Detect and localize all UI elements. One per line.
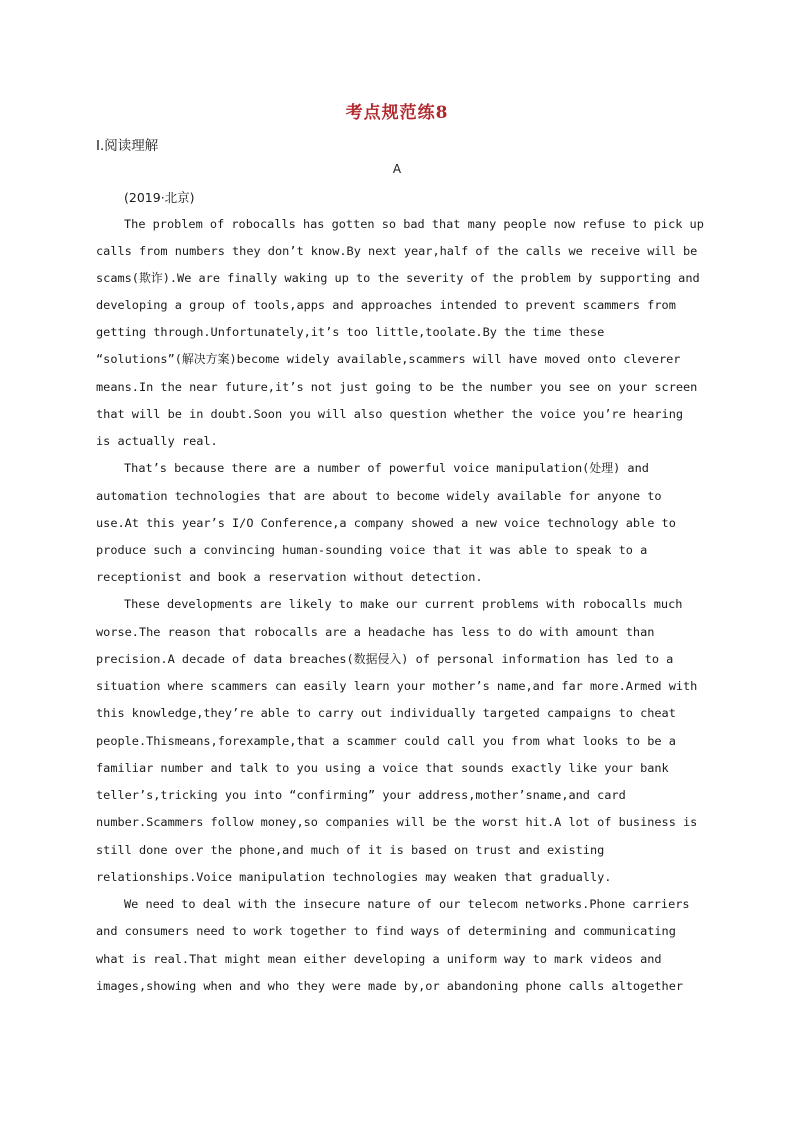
passage-source: (2019·北京) — [124, 190, 195, 205]
text-line: calls from numbers they don’t know.By next year,half of the calls we receive will be — [96, 244, 698, 258]
text-line: familiar number and talk to you using a voice that sounds exactly like your bank — [96, 761, 669, 775]
text-line: “solutions”(解决方案)become widely available,scammers will have moved onto cleverer — [96, 352, 681, 366]
text-line: developing a group of tools,apps and approaches intended to prevent scammers from — [96, 298, 676, 312]
text-line: scams(欺诈).We are finally waking up to the severity of the problem by supporting and — [96, 271, 700, 285]
text-line: and consumers need to work together to find ways of determining and communicating — [96, 924, 676, 938]
text-line: that will be in doubt.Soon you will also question whether the voice you’re hearing — [96, 407, 684, 421]
text-line: These developments are likely to make our current problems with robocalls much — [124, 597, 683, 611]
text-line: teller’s,tricking you into “confirming” your address,mother’sname,and card — [96, 788, 626, 802]
text-line: still done over the phone,and much of it is based on trust and existing — [96, 843, 605, 857]
text-line: The problem of robocalls has gotten so bad that many people now refuse to pick up — [124, 217, 704, 231]
text-line: people.Thismeans,forexample,that a scammer could call you from what looks to be a — [96, 734, 676, 748]
text-line: situation where scammers can easily learn your mother’s name,and far more.Armed with — [96, 679, 698, 693]
text-line: images,showing when and who they were made by,or abandoning phone calls altogether — [96, 979, 684, 993]
text-line: worse.The reason that robocalls are a headache has less to do with amount than — [96, 625, 655, 639]
text-line: what is real.That might mean either developing a uniform way to mark videos and — [96, 952, 662, 966]
text-line: this knowledge,they’re able to carry out individually targeted campaigns to cheat — [96, 706, 676, 720]
text-line: That’s because there are a number of powerful voice manipulation(处理) and — [124, 461, 649, 475]
text-line: means.In the near future,it’s not just going to be the number you see on your screen — [96, 380, 698, 394]
text-line: receptionist and book a reservation without detection. — [96, 570, 483, 584]
section-heading: Ⅰ.阅读理解 — [96, 138, 159, 154]
text-line: precision.A decade of data breaches(数据侵入) of personal information has led to a — [96, 652, 674, 666]
passage-label: A — [392, 162, 402, 176]
page-title: 考点规范练8 — [345, 103, 449, 123]
text-line: number.Scammers follow money,so companies will be the worst hit.A lot of business is — [96, 815, 698, 829]
text-line: use.At this year’s I/O Conference,a company showed a new voice technology able to — [96, 516, 676, 530]
text-line: getting through.Unfortunately,it’s too little,toolate.By the time these — [96, 325, 605, 339]
text-line: produce such a convincing human-sounding voice that it was able to speak to a — [96, 543, 648, 557]
text-line: relationships.Voice manipulation technologies may weaken that gradually. — [96, 870, 612, 884]
text-line: automation technologies that are about to become widely available for anyone to — [96, 489, 662, 503]
text-line: We need to deal with the insecure nature of our telecom networks.Phone carriers — [124, 897, 690, 911]
text-line: is actually real. — [96, 434, 218, 448]
